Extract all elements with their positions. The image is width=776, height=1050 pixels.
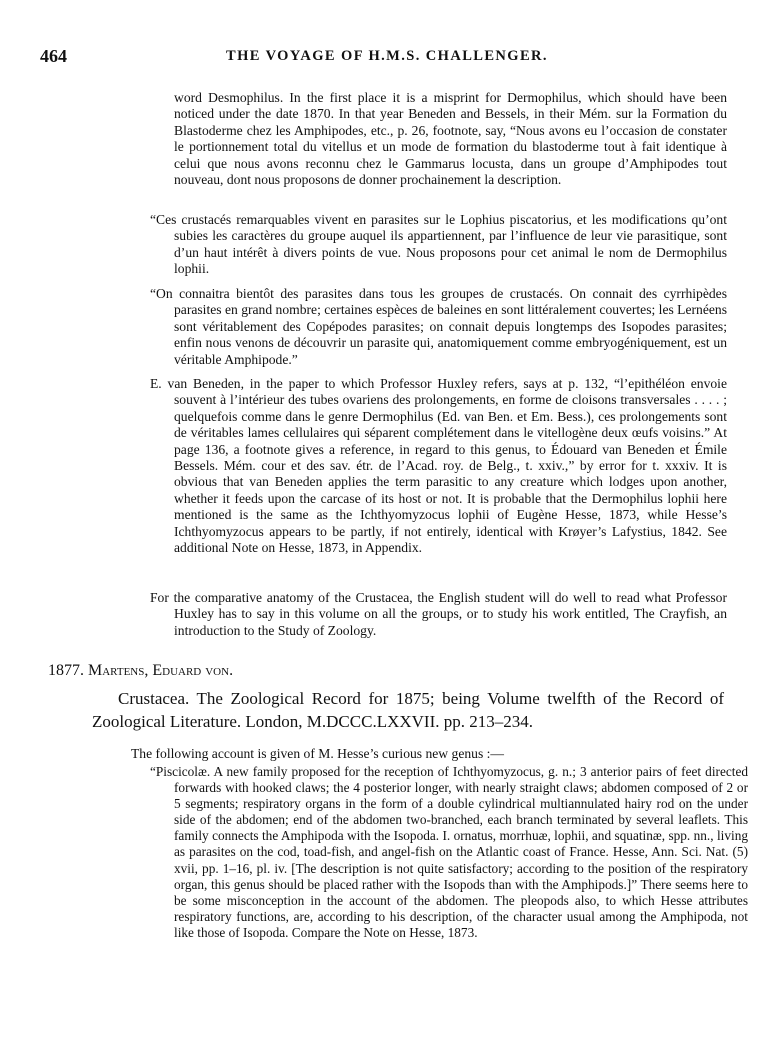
quote-on-connaitra xyxy=(150,286,727,368)
paragraph-text: word Desmophilus. In the first place it is a misprint for Dermophilus, which should have been noticed under the date 1870. In that year Beneden and Bessels, in their Mém. sur la Formation du Blastoderme chez les Amphipodes, etc., p. 26, footnote, say, “Nous avons eu l’occasion de constater le portionnement total du vitellus et un mode de formation du blastoderme tout à fait identique à celui que nous avons reconnu chez le Gammarus locusta, dans un groupe d’Amphipodes tout nouveau, dont nous proposons de donner prochainement la description. xyxy=(174,90,727,188)
paragraph-text: “Ces crustacés remarquables vivent en parasites sur le Lophius piscatorius, et les modifications qu’ont subies les caractères du groupe auquel ils appartiennent, par l’influence de leur vie parasitique, sont d’un haut intérêt à divers points de vue. Nous proposons pour cet animal le nom de Dermophilus lophii. xyxy=(150,212,727,277)
entry-author: Martens, Eduard von. xyxy=(88,662,234,679)
entry-title xyxy=(92,688,724,733)
quote-ces-crustaces xyxy=(150,212,727,278)
paragraph-text: For the comparative anatomy of the Crustacea, the English student will do well to read what Professor Huxley has to say in this volume on all the groups, or to study his work entitled, The Crayfish, an introduction to the Study of Zoology. xyxy=(150,590,727,638)
paragraph-text: “Piscicolæ. A new family proposed for the reception of Ichthyomyzocus, g. n.; 3 anterior pairs of feet directed forwards with hooked claws; the 4 posterior longer, with nearly straight claws; abdomen composed of 2 or 5 segments; respiratory organs in the form of a double cylindrical multiannulated hairy rod on the under side of the abdomen; end of the abdomen two-branched, each branch terminated by several leaflets. This family connects the Amphipoda with the Isopoda. I. ornatus, morrhuæ, lophii, and squatinæ, spp. nn., living as parasites on the cod, toad-fish, and angel-fish on the Atlantic coast of France. Hesse, Ann. Sci. Nat. (5) xvii, pp. 1–16, pl. iv. [The description is not quite satisfactory; according to the position of the respiratory organ, this genus should be placed rather with the Isopods than with the Amphipods.]” There seems here to be some misconception in the account of the abdomen. The pleopods also, to which Hesse attributes respiratory functions, are, according to his description, of the character usual among the Amphipoda, not like those of Isopoda. Compare the Note on Hesse, 1873. xyxy=(150,764,748,940)
quote-piscicolae xyxy=(150,764,748,941)
paragraph-comparative-anatomy xyxy=(150,590,727,639)
paragraph-text: E. van Beneden, in the paper to which Professor Huxley refers, says at p. 132, “l’epithéléon envoie souvent à l’intérieur des tubes ovariens des prolongements, en forme de cloisons transversales . . . . ; quelquefois comme dans le genre Dermophilus (Ed. van Ben. et Em. Bess.), ces prolongements sont de véritables lames cellulaires qui séparent complétement dans le vitellogène deux œufs voisins.” At page 136, a footnote gives a reference, in regard to this genus, to Édouard van Beneden et Émile Bessels. Mém. cour et des sav. étr. de l’Acad. roy. de Belg., t. xxiv.,” by error for t. xxxiv. It is obvious that van Beneden applies the term parasitic to any creature which lodges upon another, whether it feeds upon the carcase of its host or not. It is probable that the Dermophilus lophii here mentioned is the same as the Ichthyomyzocus lophii of Eugène Hesse, 1873, while Hesse’s Ichthyomyzocus appears to be partly, if not entirely, identical with Krøyer’s Lafystius, 1842. See additional Note on Hesse, 1873, in Appendix. xyxy=(150,376,727,556)
paragraph-desmophilus xyxy=(174,90,727,188)
page-number: 464 xyxy=(40,46,67,66)
entry-lede: The following account is given of M. Hesse’s curious new genus :— xyxy=(131,746,505,761)
running-title: THE VOYAGE OF H.M.S. CHALLENGER. xyxy=(226,48,548,64)
paragraph-text: “On connaitra bientôt des parasites dans tous les groupes de crustacés. On connait des cyrrhipèdes parasites en grand nombre; certaines espèces de baleines en sont littéralement couvertes; les Lernéens sont véritablement des Copépodes parasites; on connait depuis longtemps des Isopodes parasites; enfin nous venons de découvrir un parasite qui, anatomiquement comme embryogéniquement, est un véritable Amphipode.” xyxy=(150,286,727,367)
paragraph-van-beneden xyxy=(150,376,727,556)
entry-title-text: Crustacea. The Zoological Record for 1875; being Volume twelfth of the Record of Zoological Literature. London, M.DCCC.LXXVII. pp. 213–234. xyxy=(92,689,724,731)
entry-year: 1877. xyxy=(48,662,84,679)
bibliography-entry-heading xyxy=(48,662,233,680)
